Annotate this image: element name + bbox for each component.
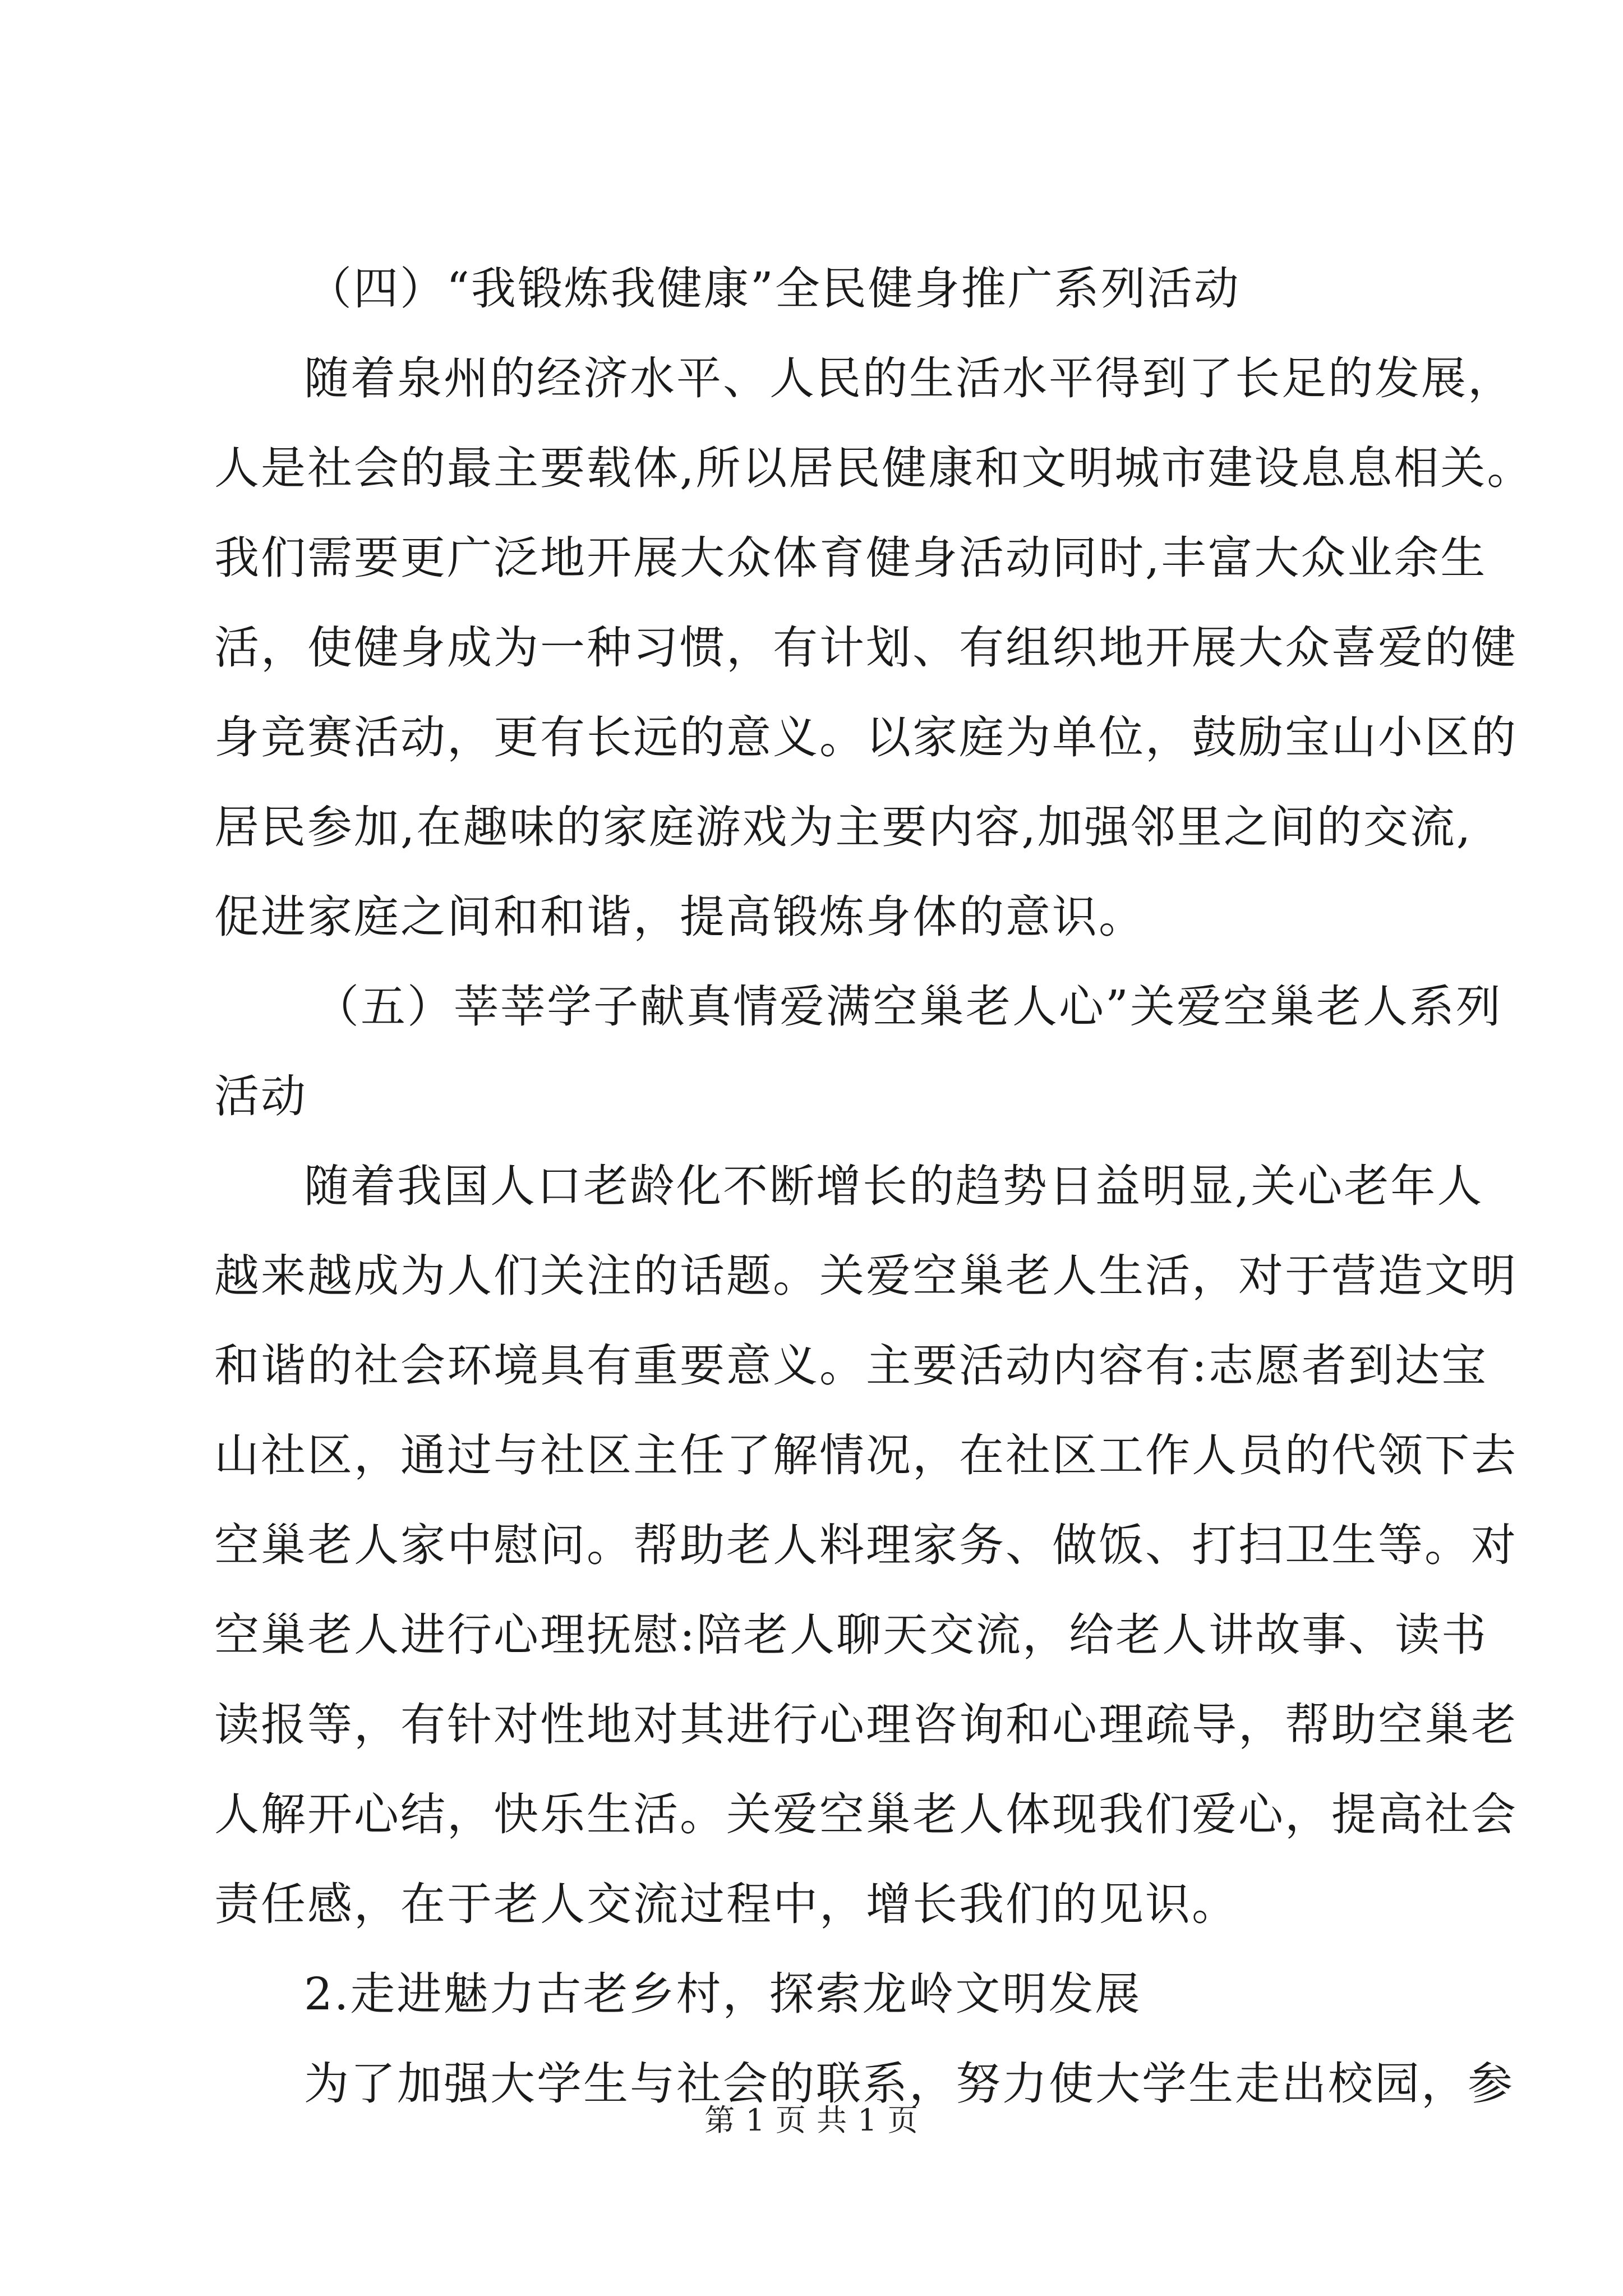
text-line: 为了加强大学生与社会的联系，努力使大学生走出校园，参 (304, 2058, 1514, 2110)
text-line: 随着我国人口老龄化不断增长的趋势日益明显,关心老年人 (304, 1160, 1484, 1212)
document-body (214, 244, 1534, 2129)
text-line: 促进家庭之间和和谐，提高锻炼身体的意识。 (214, 891, 1145, 943)
text-line: 空巢老人进行心理抚慰:陪老人聊天交流，给老人讲故事、读书 (214, 1609, 1488, 1661)
text-line: 随着泉州的经济水平、人民的生活水平得到了长足的发展， (304, 352, 1514, 404)
text-line: 活，使健身成为一种习惯，有计划、有组织地开展大众喜爱的健 (214, 622, 1518, 674)
text-line: 责任感，在于老人交流过程中，增长我们的见识。 (214, 1878, 1238, 1930)
text-line: 和谐的社会环境具有重要意义。主要活动内容有:志愿者到达宝 (214, 1340, 1488, 1392)
section-heading-line: （五）莘莘学子献真情爱满空巢老人心”关爱空巢老人系列 (314, 981, 1502, 1033)
text-line: 山社区，通过与社区主任了解情况，在社区工作人员的代领下去 (214, 1429, 1518, 1481)
text-line: 居民参加,在趣味的家庭游戏为主要内容,加强邻里之间的交流, (214, 801, 1473, 853)
section-heading-line: （四）“我锻炼我健康”全民健身推广系列活动 (307, 263, 1241, 315)
text-line: 身竞赛活动，更有长远的意义。以家庭为单位，鼓励宝山小区的 (214, 711, 1518, 763)
text-line: 活动 (214, 1070, 307, 1122)
text-line: 我们需要更广泛地开展大众体育健身活动同时,丰富大众业余生 (214, 532, 1487, 584)
text-line: 人是社会的最主要载体,所以居民健康和文明城市建设息息相关。 (214, 442, 1534, 494)
text-line: 空巢老人家中慰问。帮助老人料理家务、做饭、打扫卫生等。对 (214, 1519, 1518, 1571)
text-line: 越来越成为人们关注的话题。关爱空巢老人生活，对于营造文明 (214, 1250, 1518, 1302)
text-line: 人解开心结，快乐生活。关爱空巢老人体现我们爱心，提高社会 (214, 1788, 1518, 1841)
text-line: 2.走进魅力古老乡村，探索龙岭文明发展 (304, 1968, 1142, 2020)
page-footer: 第 1 页 共 1 页 (704, 2102, 919, 2138)
text-line: 读报等，有针对性地对其进行心理咨询和心理疏导，帮助空巢老 (214, 1699, 1518, 1751)
